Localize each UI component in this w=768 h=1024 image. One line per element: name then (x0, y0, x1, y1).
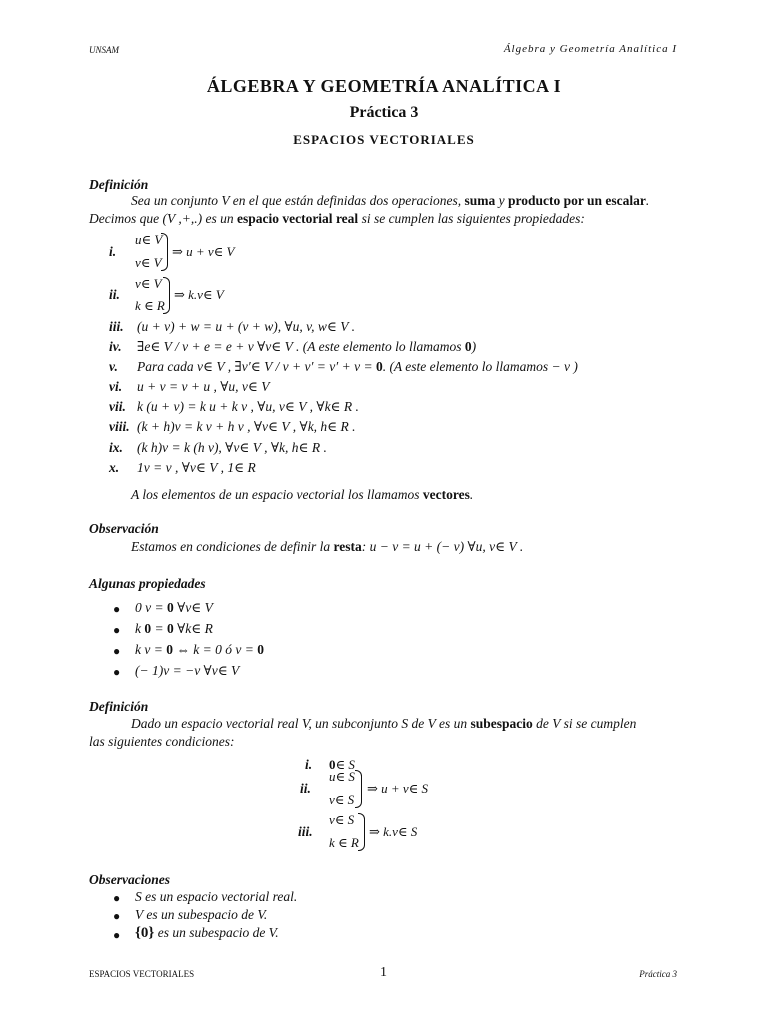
condition-result: ⇒ k.v∈ S (369, 824, 418, 839)
property-label: iv. (109, 339, 122, 354)
footer-topic: ESPACIOS VECTORIALES (89, 969, 195, 979)
bullet-icon: ● (113, 602, 121, 616)
property-text: (k + h)v = k v + h v , ∀v∈ V , ∀k, h∈ R . (137, 419, 356, 434)
brace (358, 813, 365, 851)
condition-text: v∈ S (329, 812, 355, 827)
page-number: 1 (380, 965, 387, 980)
bullet-icon: ● (113, 644, 121, 658)
header-course: Álgebra y Geometría Analítica I (503, 43, 677, 55)
property-item: k 0 = 0 ∀k∈ R (135, 621, 213, 636)
condition-result: ⇒ u + v∈ S (367, 781, 429, 796)
bullet-icon: ● (113, 909, 121, 923)
property-condition: k ∈ R (135, 298, 165, 313)
property-text: 1v = v , ∀v∈ V , 1∈ R (137, 460, 256, 475)
topic-title: ESPACIOS VECTORIALES (293, 132, 475, 147)
observation-text: Estamos en condiciones de definir la resta: u − v = u + (− v) ∀u, v∈ V . (131, 539, 524, 554)
observation-item: {0} es un subespacio de V. (135, 925, 279, 941)
vectors-sentence: A los elementos de un espacio vectorial los llamamos vectores. (131, 487, 474, 502)
property-text: ∃e∈ V / v + e = e + v ∀v∈ V . (A este elemento lo llamamos 0) (137, 339, 477, 354)
condition-text: u∈ S (329, 769, 355, 784)
property-text: k (u + v) = k u + k v , ∀u, v∈ V , ∀k∈ R . (137, 399, 359, 414)
property-label: x. (109, 460, 120, 475)
condition-label: ii. (300, 781, 311, 796)
definition-heading: Definición (89, 177, 149, 192)
practica-title: Práctica 3 (349, 104, 419, 121)
property-label: vi. (109, 379, 123, 394)
property-item: 0 v = 0 ∀v∈ V (135, 600, 213, 615)
bullet-icon: ● (113, 623, 121, 637)
property-label: vii. (109, 399, 126, 414)
property-label: iii. (109, 319, 124, 334)
definition-line-1: Sea un conjunto V en el que están definidas dos operaciones, suma y producto por un escalar. (131, 193, 650, 208)
observations-heading: Observaciones (89, 872, 170, 887)
subspace-line-2: las siguientes condiciones: (89, 734, 235, 749)
subspace-definition-heading: Definición (89, 699, 149, 714)
property-label: v. (109, 359, 118, 374)
property-condition: u∈ V (135, 232, 163, 247)
property-condition: v∈ V (135, 276, 162, 291)
bullet-icon: ● (113, 891, 121, 905)
property-label: ix. (109, 440, 123, 455)
definition-line-2: Decimos que (V ,+,.) es un espacio vectorial real si se cumplen las siguientes propiedades: (89, 211, 585, 226)
subspace-line-1: Dado un espacio vectorial real V, un subconjunto S de V es un subespacio de V si se cumplen (131, 716, 637, 731)
property-text: (u + v) + w = u + (v + w), ∀u, v, w∈ V . (137, 319, 356, 334)
property-label: ii. (109, 287, 120, 302)
properties-heading: Algunas propiedades (89, 576, 206, 591)
condition-label: iii. (298, 824, 313, 839)
page-title: ÁLGEBRA Y GEOMETRÍA ANALÍTICA I (206, 76, 562, 96)
footer-practica: Práctica 3 (639, 969, 677, 979)
property-item: (− 1)v = −v ∀v∈ V (135, 663, 240, 678)
property-result: ⇒ u + v∈ V (172, 244, 235, 259)
condition-text: k ∈ R (329, 835, 359, 850)
observation-heading: Observación (89, 521, 159, 536)
header-institution: UNSAM (89, 45, 119, 55)
observation-item: V es un subespacio de V. (135, 907, 268, 922)
brace (163, 277, 170, 314)
condition-label: i. (305, 757, 313, 772)
condition-text: 0∈ S (329, 757, 355, 772)
bullet-icon: ● (113, 928, 121, 942)
property-text: (k h)v = k (h v), ∀v∈ V , ∀k, h∈ R . (137, 440, 327, 455)
property-text: Para cada v∈ V , ∃v′∈ V / v + v′ = v′ + v = 0. (A este elemento lo llamamos − v ) (137, 359, 578, 374)
property-label: viii. (109, 419, 130, 434)
property-condition: v∈ V (135, 255, 162, 270)
property-item: k v = 0 ⇔ k = 0 ó v = 0 (135, 642, 264, 657)
property-label: i. (109, 244, 117, 259)
property-text: u + v = v + u , ∀u, v∈ V (137, 379, 270, 394)
condition-text: v∈ S (329, 792, 355, 807)
bullet-icon: ● (113, 665, 121, 679)
brace (161, 233, 168, 271)
property-result: ⇒ k.v∈ V (174, 287, 224, 302)
observation-item: S es un espacio vectorial real. (135, 889, 298, 904)
brace (355, 770, 362, 808)
